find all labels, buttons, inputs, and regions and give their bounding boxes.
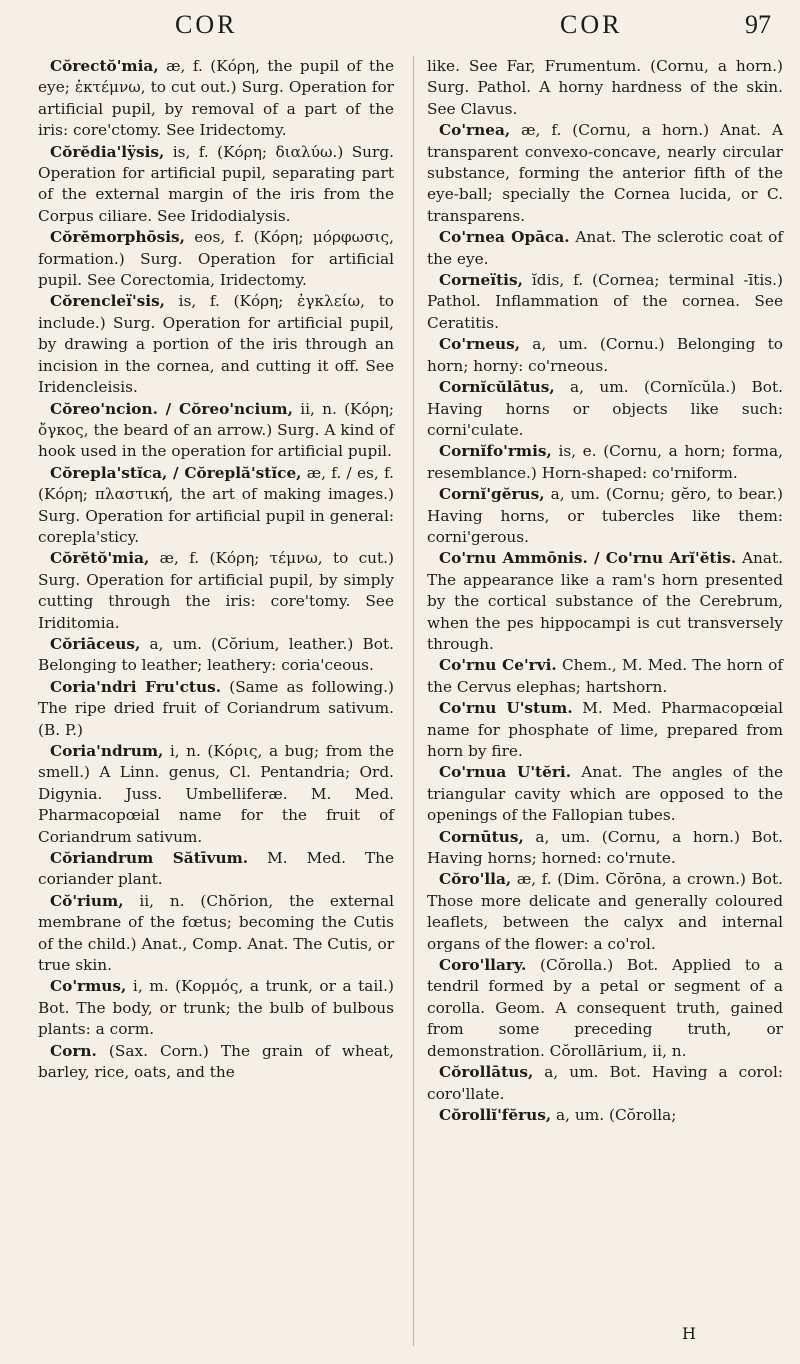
entry-definition: a, um. (Cŏrolla; bbox=[551, 1105, 677, 1124]
dictionary-entry bbox=[38, 463, 394, 549]
entry-headword: Co'rnu Ammōnis. / Co'rnu Arĭ'ĕtis. bbox=[439, 549, 737, 568]
dictionary-entry bbox=[38, 741, 394, 848]
entry-headword: Co'rneus, bbox=[439, 335, 521, 354]
dictionary-entry bbox=[38, 976, 394, 1040]
entry-headword: Co'rnea, bbox=[439, 121, 511, 140]
entry-headword: Cŏrollĭ'fĕrus, bbox=[439, 1105, 552, 1124]
entry-definition: Chem., M. Med. The horn of the Cervus elephas; hartshorn. bbox=[427, 656, 783, 696]
entry-definition: æ, f. (Cornu, a horn.) Anat. A transparent convexo-concave, nearly circular substance, forming the anterior fifth of the eye-ball; specially the Cornea lucida, or C. transparens. bbox=[427, 121, 783, 225]
entry-definition: M. Med. The coriander plant. bbox=[38, 849, 394, 889]
page-number: 97 bbox=[745, 10, 771, 39]
header-left: COR bbox=[175, 10, 238, 39]
entry-headword: Cŏro'lla, bbox=[439, 870, 512, 889]
entry-headword: Cornĭfo'rmis, bbox=[439, 442, 552, 461]
dictionary-entry bbox=[427, 548, 783, 655]
entry-headword: Co'rnu Ce'rvi. bbox=[439, 656, 557, 675]
entry-definition: i, n. (Κόρις, a bug; from the smell.) A Linn. genus, Cl. Pentandria; Ord. Digynia. Juss. Umbelliferæ. M. Med. Pharmacopœial name for the fruit of Coriandrum sativum. bbox=[38, 742, 394, 846]
entry-headword: Cŏrĕdia'lÿsis, bbox=[50, 142, 165, 161]
entry-headword: Cŏrencleï'sis, bbox=[50, 292, 166, 311]
header-right: COR bbox=[560, 10, 623, 39]
dictionary-entry bbox=[427, 441, 783, 484]
entry-headword: Cŏrectŏ'mia, bbox=[50, 57, 159, 75]
dictionary-entry bbox=[427, 334, 783, 377]
dictionary-entry bbox=[427, 120, 783, 227]
entry-definition: Anat. The appearance like a ram's horn presented by the cortical substance of the Cerebrum, when the pes hippocampi is cut transversely through. bbox=[427, 549, 783, 653]
entry-definition: ii, n. (Chŏrion, the external membrane of the fœtus; becoming the Cutis of the child.) Anat., Comp. Anat. The Cutis, or true skin. bbox=[38, 891, 394, 975]
entry-definition: eos, f. (Κόρη; μόρφωσις, formation.) Surg. Operation for artificial pupil. See Corectomia, Iridectomy. bbox=[38, 228, 394, 290]
entry-headword: Cornĭ'gĕrus, bbox=[439, 485, 545, 504]
entry-definition: a, um. (Cŏrium, leather.) Bot. Belonging to leather; leathery: coria'ceous. bbox=[38, 634, 394, 675]
entry-headword: Cornĭcŭlātus, bbox=[439, 378, 555, 397]
entry-headword: Cŏrĕmorphōsis, bbox=[50, 228, 185, 247]
entry-definition: a, um. Bot. Having a corol: coro'llate. bbox=[427, 1063, 783, 1103]
signature-mark: H bbox=[682, 1324, 696, 1343]
column-divider bbox=[413, 56, 414, 1346]
entry-headword: Corneïtis, bbox=[439, 271, 523, 290]
entry-headword: Cŏriandrum Sătīvum. bbox=[50, 849, 249, 868]
dictionary-entry bbox=[38, 142, 394, 228]
dictionary-entry bbox=[38, 848, 394, 891]
entry-definition: like. See Far, Frumentum. (Cornu, a horn.) Surg. Pathol. A horny hardness of the skin. See Clavus. bbox=[427, 57, 783, 118]
entry-headword: Cŏriāceus, bbox=[50, 634, 141, 653]
dictionary-entry bbox=[38, 291, 394, 398]
entry-definition: a, um. (Cornu.) Belonging to horn; horny: co'rneous. bbox=[427, 335, 783, 375]
dictionary-entry bbox=[427, 1062, 783, 1105]
dictionary-entry bbox=[427, 484, 783, 548]
entry-definition: ii, n. (Κόρη; ὄγκος, the beard of an arrow.) Surg. A kind of hook used in the operation for artificial pupil. bbox=[38, 399, 395, 461]
dictionary-entry bbox=[38, 1041, 394, 1084]
entry-headword: Co'rnua U'tĕri. bbox=[439, 763, 572, 782]
entry-definition: is, f. (Κόρη; διαλύω.) Surg. Operation for artificial pupil, separating part of the external margin of the iris from the Corpus ciliare. See Iridodialysis. bbox=[38, 142, 394, 225]
entry-definition: a, um. (Cornĭcŭla.) Bot. Having horns or objects like such: corni'culate. bbox=[427, 378, 783, 439]
dictionary-entry bbox=[38, 227, 394, 291]
entry-definition: is, f. (Κόρη; ἐγκλείω, to include.) Surg. Operation for artificial pupil, by drawing a portion of the iris through an incision in the cornea, and cutting it off. See Iridencleisis. bbox=[38, 292, 394, 397]
entry-headword: Coria'ndri Fru'ctus. bbox=[50, 677, 222, 696]
dictionary-entry bbox=[38, 677, 394, 741]
entry-headword: Co'rmus, bbox=[50, 977, 127, 996]
entry-definition: M. Med. Pharmacopœial name for phosphate of lime, prepared from horn by fire. bbox=[427, 699, 783, 760]
right-column bbox=[427, 56, 783, 1126]
entry-definition: a, um. (Cornu; gĕro, to bear.) Having horns, or tubercles like them: corni'gerous. bbox=[427, 485, 783, 546]
entry-definition: ĭdis, f. (Cornea; terminal -ītis.) Pathol. Inflammation of the cornea. See Ceratitis. bbox=[427, 271, 783, 332]
entry-definition: æ, f. (Κόρη, the pupil of the eye; ἐκτέμνω, to cut out.) Surg. Operation for artificial pupil, by removal of a part of the iris: core'ctomy. See Iridectomy. bbox=[38, 57, 394, 140]
entry-definition: Anat. The sclerotic coat of the eye. bbox=[427, 228, 783, 268]
dictionary-entry bbox=[427, 869, 783, 955]
entry-headword: Cornūtus, bbox=[439, 827, 524, 846]
running-header bbox=[0, 10, 800, 50]
dictionary-entry bbox=[427, 377, 783, 441]
entry-headword: Coria'ndrum, bbox=[50, 742, 164, 760]
dictionary-entry bbox=[38, 548, 394, 634]
entry-headword: Cŏrepla'stĭca, / Cŏreplă'stĭce, bbox=[50, 463, 302, 482]
dictionary-entry bbox=[427, 762, 783, 826]
dictionary-entry bbox=[427, 955, 783, 1062]
dictionary-entry bbox=[427, 698, 783, 762]
entry-headword: Cŏ'rium, bbox=[50, 891, 124, 910]
entry-definition: Anat. The angles of the triangular cavity which are opposed to the openings of the Fallopian tubes. bbox=[427, 763, 783, 825]
dictionary-entry bbox=[427, 655, 783, 698]
entry-definition: is, e. (Cornu, a horn; forma, resemblance.) Horn-shaped: co'rniform. bbox=[427, 442, 783, 482]
entry-headword: Co'rnea Opāca. bbox=[439, 228, 570, 247]
entry-headword: Cŏreo'ncion. / Cŏreo'ncium, bbox=[50, 399, 293, 418]
entry-headword: Cŏrĕtŏ'mia, bbox=[50, 549, 150, 568]
dictionary-entry bbox=[38, 891, 394, 977]
entry-definition: (Cŏrolla.) Bot. Applied to a tendril formed by a petal or segment of a corolla. Geom. A consequent truth, gained from some preceding truth, or demonstration. Cŏrollārium, ii, n. bbox=[427, 956, 783, 1060]
dictionary-entry bbox=[427, 270, 783, 334]
entry-definition: æ, f. / es, f. (Κόρη; πλαστική, the art of making images.) Surg. Operation for artificial pupil in general: corepla'sticy. bbox=[38, 463, 394, 546]
dictionary-entry bbox=[427, 1105, 783, 1126]
entry-headword: Cŏrollātus, bbox=[439, 1063, 534, 1082]
dictionary-entry bbox=[38, 56, 394, 142]
entry-headword: Coro'llary. bbox=[439, 956, 527, 975]
entry-definition: a, um. (Cornu, a horn.) Bot. Having horns; horned: co'rnute. bbox=[427, 827, 783, 868]
dictionary-entry bbox=[427, 827, 783, 870]
entry-definition: i, m. (Κορμός, a trunk, or a tail.) Bot. The body, or trunk; the bulb of bulbous plants: a corm. bbox=[38, 977, 394, 1039]
entry-definition: (Sax. Corn.) The grain of wheat, barley, rice, oats, and the bbox=[38, 1041, 394, 1082]
entry-headword: Co'rnu U'stum. bbox=[439, 699, 573, 718]
dictionary-entry bbox=[427, 56, 783, 120]
entry-headword: Corn. bbox=[50, 1041, 97, 1060]
entry-definition: æ, f. (Dim. Cŏrōna, a crown.) Bot. Those more delicate and generally coloured leaflets, between the calyx and internal organs of the flower: a co'rol. bbox=[427, 870, 783, 953]
dictionary-entry bbox=[427, 227, 783, 270]
entry-definition: (Same as following.) The ripe dried fruit of Coriandrum sativum. (B. P.) bbox=[38, 677, 394, 739]
entry-definition: æ, f. (Κόρη; τέμνω, to cut.) Surg. Operation for artificial pupil, by simply cutting through the iris: core'tomy. See Iriditomia. bbox=[38, 549, 394, 632]
dictionary-entry bbox=[38, 399, 394, 463]
dictionary-entry bbox=[38, 634, 394, 677]
left-column bbox=[38, 56, 394, 1084]
